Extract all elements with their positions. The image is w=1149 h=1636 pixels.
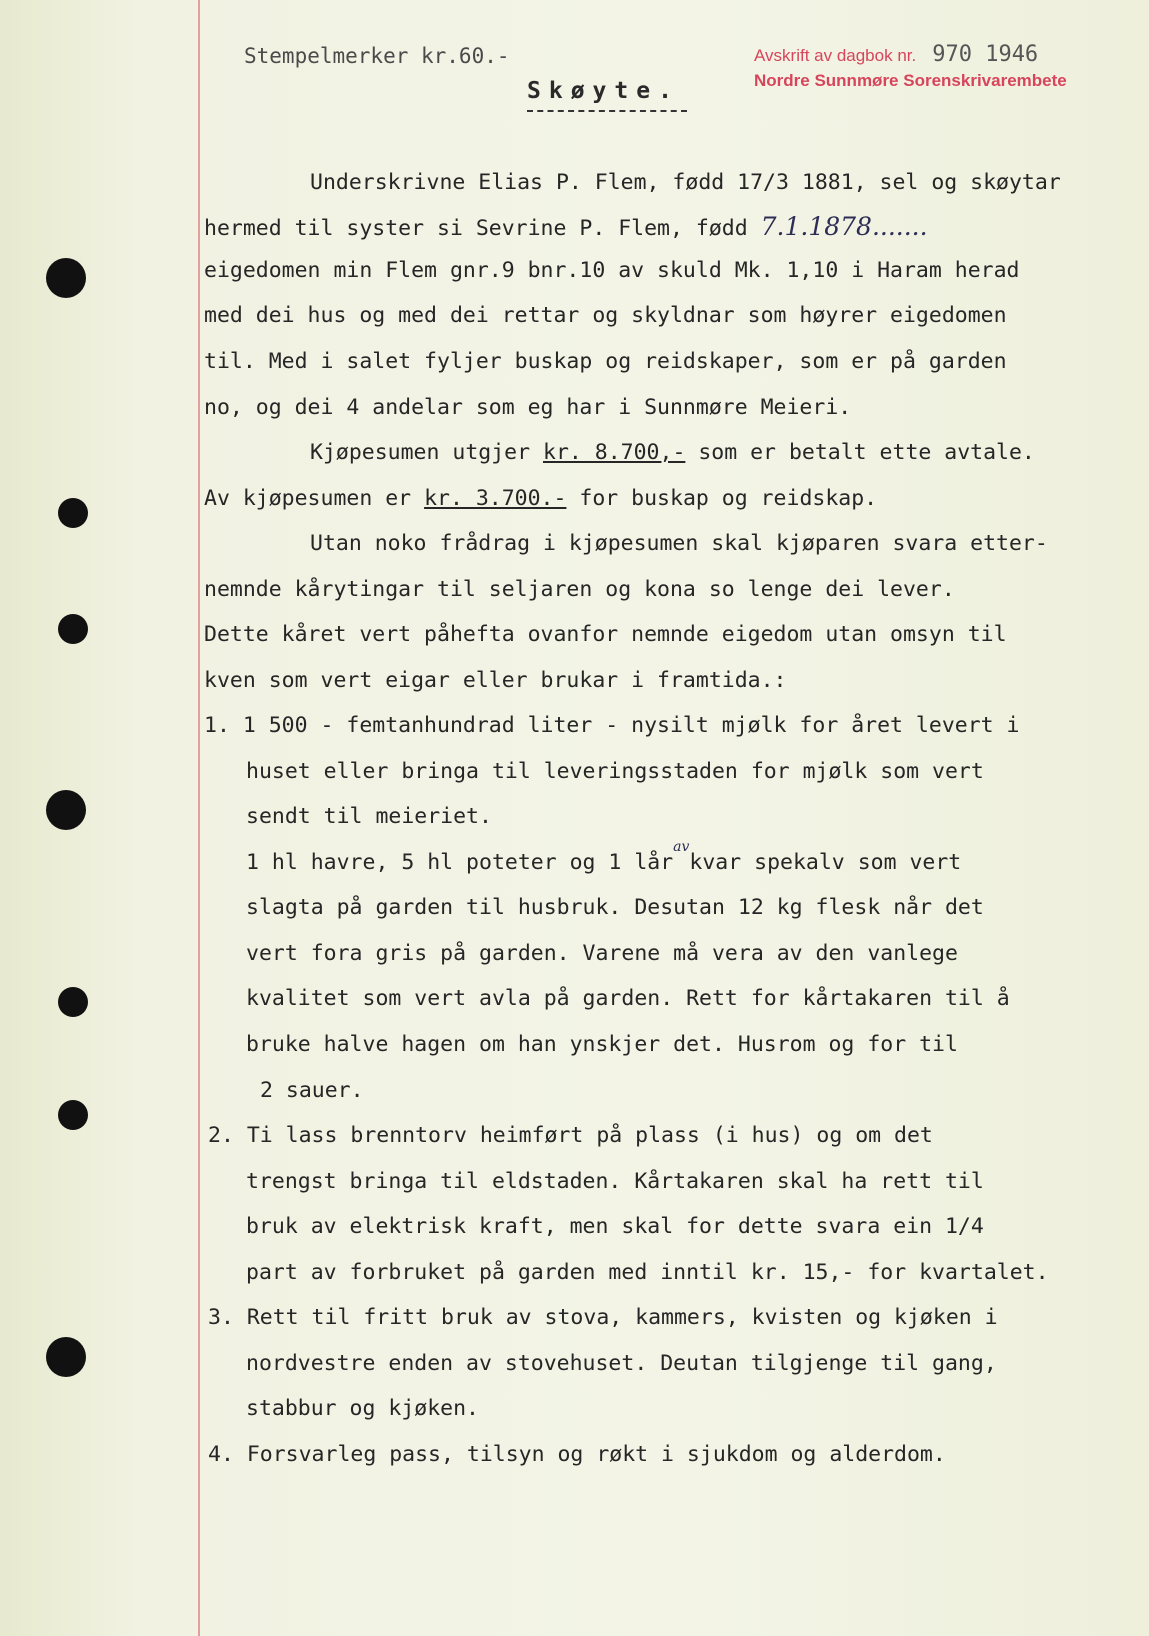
text-line — [204, 214, 928, 240]
punch-hole — [46, 790, 86, 830]
register-number: 970 1946 — [932, 42, 1039, 67]
punch-hole — [46, 1337, 86, 1377]
list-item: 3. Rett til fritt bruk av stova, kammers, kvisten og kjøken i — [208, 1305, 998, 1330]
text-line: part av forbruket på garden med inntil kr. 15,- for kvartalet. — [246, 1260, 1049, 1285]
list-item: 1. 1 500 - femtanhundrad liter - nysilt mjølk for året levert i — [204, 713, 1020, 738]
text-line: vert fora gris på garden. Varene må vera av den vanlege — [246, 941, 958, 966]
text-line — [310, 442, 1035, 464]
document-title: Skøyte. — [527, 78, 680, 104]
text-line: huset eller bringa til leveringsstaden for mjølk som vert — [246, 759, 984, 784]
text-line: bruk av elektrisk kraft, men skal for dette svara ein 1/4 — [246, 1214, 984, 1239]
text-line — [246, 839, 962, 875]
text-line: Underskrivne Elias P. Flem, fødd 17/3 1881, sel og skøytar — [310, 170, 1061, 195]
list-item: 2. Ti lass brenntorv heimført på plass (i hus) og om det — [208, 1123, 933, 1148]
register-label: Avskrift av dagbok nr. — [754, 46, 917, 65]
text-line: Dette kåret vert påhefta ovanfor nemnde eigedom utan omsyn til — [204, 622, 1007, 647]
punch-hole — [58, 614, 88, 644]
text-span: Kjøpesumen utgjer — [310, 440, 543, 465]
text-line: slagta på garden til husbruk. Desutan 12 kg flesk når det — [246, 895, 984, 920]
office-name: Nordre Sunnmøre Sorenskrivarembete — [754, 71, 1067, 90]
text-span: kvar spekalv som vert — [689, 850, 962, 875]
text-span: som er betalt ette avtale. — [685, 440, 1035, 465]
title-underline — [527, 110, 687, 112]
punch-hole — [58, 498, 88, 528]
text-line: stabbur og kjøken. — [246, 1396, 479, 1421]
amount-total: kr. 8.700,- — [543, 440, 686, 465]
text-line: 2 sauer. — [260, 1078, 364, 1103]
register-stamp — [754, 42, 1067, 91]
text-span: Av kjøpesumen er — [204, 486, 425, 511]
stamp-duty: Stempelmerker kr.60.- — [244, 44, 510, 68]
text-line: nordvestre enden av stovehuset. Deutan tilgjenge til gang, — [246, 1351, 997, 1376]
punch-hole — [58, 987, 88, 1017]
text-line: bruke halve hagen om han ynskjer det. Husrom og for til — [246, 1032, 958, 1057]
text-line: no, og dei 4 andelar som eg har i Sunnmøre Meieri. — [204, 395, 852, 420]
text-line: sendt til meieriet. — [246, 804, 492, 829]
handwritten-date: 7.1.1878....... — [760, 212, 928, 241]
punch-hole — [58, 1100, 88, 1130]
amount-livestock: kr. 3.700.- — [424, 486, 567, 511]
margin-rule — [198, 0, 200, 1636]
text-line — [204, 488, 877, 510]
list-item: 4. Forsvarleg pass, tilsyn og røkt i sjukdom og alderdom. — [208, 1442, 946, 1467]
text-line: kvalitet som vert avla på garden. Rett for kårtakaren til å — [246, 986, 1010, 1011]
text-span: hermed til syster si Sevrine P. Flem, fødd — [204, 216, 761, 241]
text-line: til. Med i salet fyljer buskap og reidskaper, som er på garden — [204, 349, 1007, 374]
text-line: eigedomen min Flem gnr.9 bnr.10 av skuld Mk. 1,10 i Haram herad — [204, 258, 1020, 283]
text-line: nemnde kårytingar til seljaren og kona so lenge dei lever. — [204, 577, 955, 602]
text-line: Utan noko frådrag i kjøpesumen skal kjøparen svara etter- — [310, 531, 1048, 556]
text-line: kven som vert eigar eller brukar i framtida.: — [204, 668, 787, 693]
text-line: trengst bringa til eldstaden. Kårtakaren skal ha rett til — [246, 1169, 984, 1194]
text-line: med dei hus og med dei rettar og skyldnar som høyrer eigedomen — [204, 303, 1007, 328]
handwritten-insert: av — [673, 839, 690, 855]
text-span: 1 hl havre, 5 hl poteter og 1 lår — [246, 850, 674, 875]
text-span: for buskap og reidskap. — [566, 486, 878, 511]
punch-hole — [46, 258, 86, 298]
